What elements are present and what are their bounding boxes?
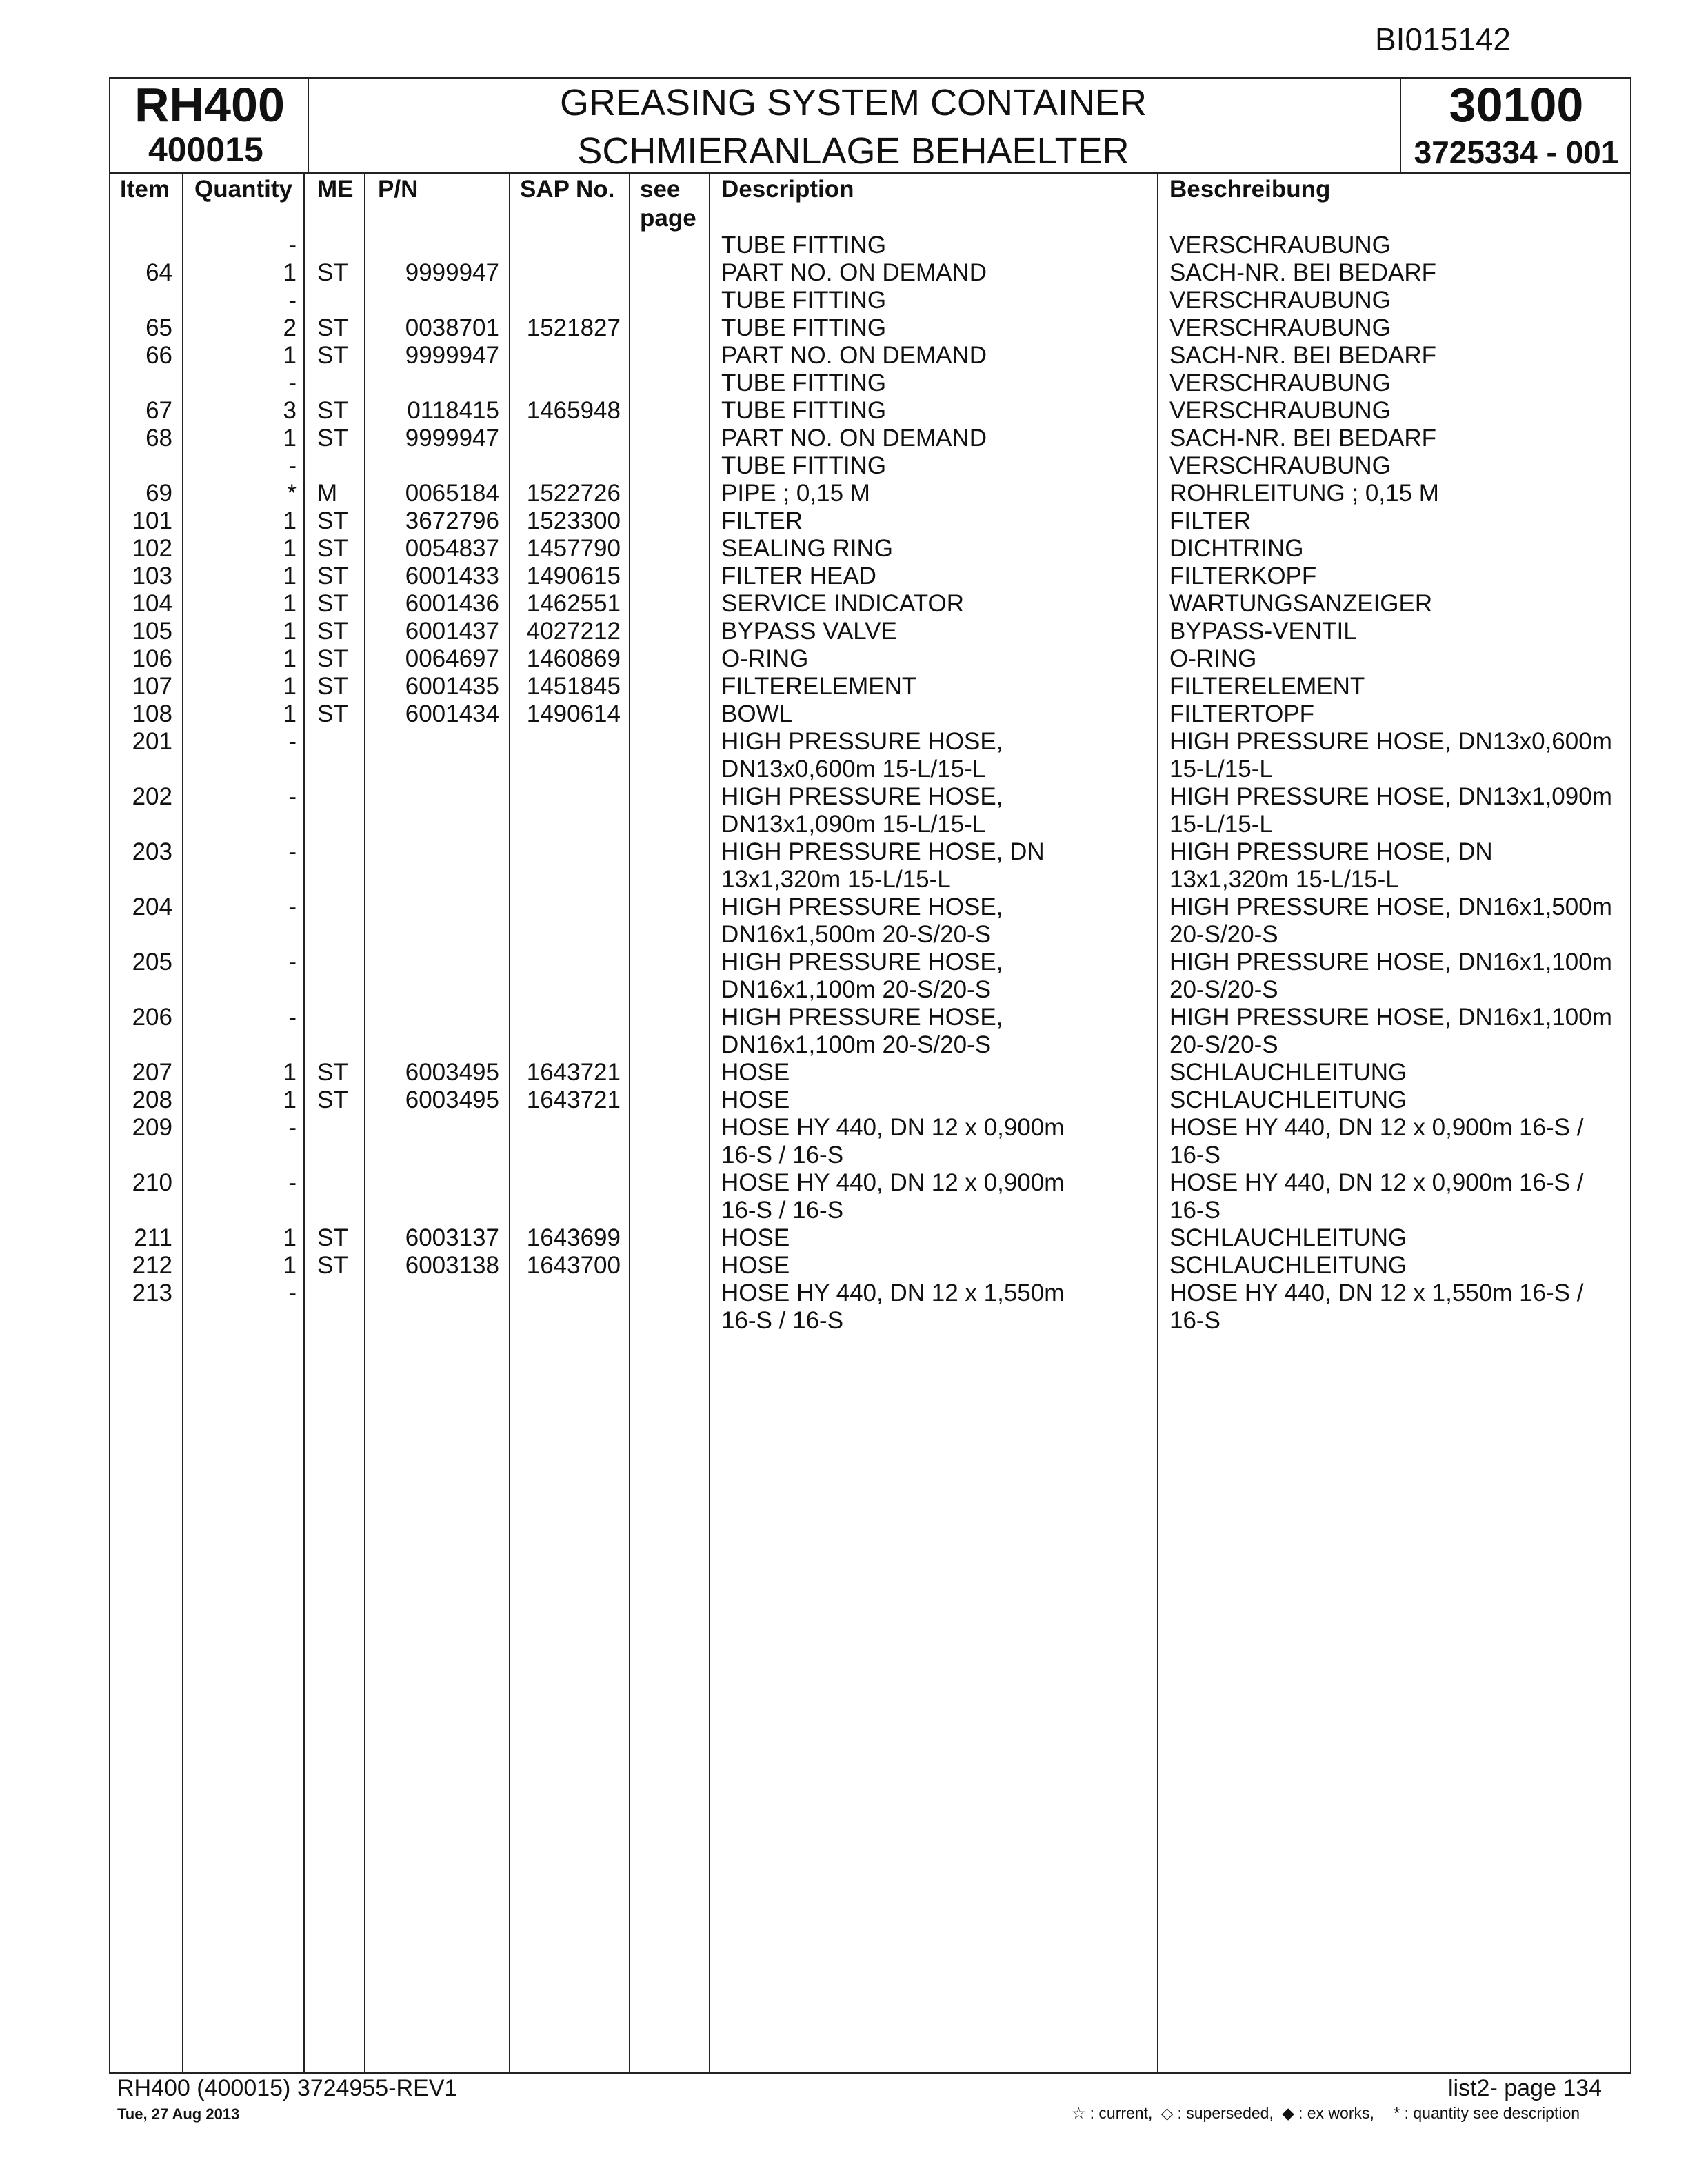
beschreibung-cell: SCHLAUCHLEITUNG (1169, 1059, 1407, 1086)
description-cell: BOWL (721, 700, 793, 727)
footer-document-ref: RH400 (400015) 3724955-REV1 (117, 2075, 458, 2101)
sap-cell: 1521827 (526, 314, 621, 341)
description-cell: DN13x1,090m 15-L/15-L (721, 811, 986, 838)
beschreibung-cell: 20-S/20-S (1169, 976, 1278, 1003)
beschreibung-cell: SACH-NR. BEI BEDARF (1169, 259, 1436, 286)
quantity-cell: 1 (283, 618, 297, 645)
description-cell: 16-S / 16-S (721, 1142, 844, 1169)
beschreibung-cell: HIGH PRESSURE HOSE, DN16x1,500m (1169, 893, 1612, 920)
beschreibung-cell: HIGH PRESSURE HOSE, DN13x1,090m (1169, 783, 1612, 810)
beschreibung-cell: VERSCHRAUBUNG (1169, 397, 1391, 424)
quantity-cell: 1 (283, 673, 297, 700)
sap-cell: 1643699 (526, 1224, 621, 1251)
me-cell: ST (317, 563, 348, 589)
beschreibung-cell: 20-S/20-S (1169, 1031, 1278, 1058)
beschreibung-cell: HIGH PRESSURE HOSE, DN16x1,100m (1169, 1004, 1612, 1031)
me-cell: M (317, 480, 338, 507)
item-cell: 107 (132, 673, 172, 700)
header-bottom-rule (109, 172, 1631, 174)
pn-cell: 6001433 (405, 563, 499, 589)
description-cell: SEALING RING (721, 535, 893, 562)
beschreibung-cell: 15-L/15-L (1169, 811, 1273, 838)
item-cell: 101 (132, 507, 172, 534)
item-cell: 209 (132, 1114, 172, 1141)
item-cell: 210 (132, 1169, 172, 1196)
me-cell: ST (317, 618, 348, 645)
quantity-cell: 1 (283, 1059, 297, 1086)
description-cell: HOSE (721, 1252, 790, 1279)
pn-cell: 0054837 (405, 535, 499, 562)
beschreibung-cell: FILTERTOPF (1169, 700, 1315, 727)
description-cell: PART NO. ON DEMAND (721, 425, 987, 452)
legend-superseded: : superseded, (1177, 2104, 1274, 2122)
col-header-beschreibung: Beschreibung (1169, 176, 1331, 203)
item-cell: 64 (145, 259, 172, 286)
sap-cell: 1457790 (526, 535, 621, 562)
me-cell: ST (317, 645, 348, 672)
item-cell: 205 (132, 949, 172, 975)
quantity-cell: 1 (283, 700, 297, 727)
col-header-quantity: Quantity (194, 176, 292, 203)
description-cell: HOSE HY 440, DN 12 x 0,900m (721, 1169, 1065, 1196)
legend-quantity: * : quantity see description (1394, 2104, 1580, 2122)
description-cell: FILTERELEMENT (721, 673, 917, 700)
description-cell: HOSE (721, 1059, 790, 1086)
quantity-cell: 3 (283, 397, 297, 424)
me-cell: ST (317, 507, 348, 534)
description-cell: DN16x1,100m 20-S/20-S (721, 976, 992, 1003)
item-cell: 206 (132, 1004, 172, 1031)
title-english: GREASING SYSTEM CONTAINER (559, 82, 1147, 123)
me-cell: ST (317, 259, 348, 286)
quantity-cell: - (288, 1114, 297, 1141)
diamond-outline-icon: ◇ (1160, 2104, 1174, 2122)
pn-cell: 6003137 (405, 1224, 499, 1251)
description-cell: HOSE (721, 1224, 790, 1251)
description-cell: HOSE HY 440, DN 12 x 0,900m (721, 1114, 1065, 1141)
item-cell: 104 (132, 590, 172, 617)
beschreibung-cell: HIGH PRESSURE HOSE, DN16x1,100m (1169, 949, 1612, 975)
beschreibung-cell: SCHLAUCHLEITUNG (1169, 1252, 1407, 1279)
pn-cell: 9999947 (405, 425, 499, 452)
description-cell: DN16x1,500m 20-S/20-S (721, 921, 992, 948)
description-cell: TUBE FITTING (721, 232, 887, 259)
quantity-cell: - (288, 1280, 297, 1306)
beschreibung-cell: SCHLAUCHLEITUNG (1169, 1224, 1407, 1251)
me-cell: ST (317, 590, 348, 617)
col-divider-see-page (709, 172, 710, 2074)
quantity-cell: - (288, 893, 297, 920)
description-cell: 16-S / 16-S (721, 1197, 844, 1224)
item-cell: 66 (145, 342, 172, 369)
sap-cell: 1451845 (526, 673, 621, 700)
quantity-cell: - (288, 838, 297, 865)
quantity-cell: 1 (283, 1086, 297, 1113)
footer-page-number: list2- page 134 (1448, 2075, 1602, 2101)
sap-cell: 1523300 (526, 507, 621, 534)
pn-cell: 0065184 (405, 480, 499, 507)
beschreibung-cell: HIGH PRESSURE HOSE, DN (1169, 838, 1493, 865)
pn-cell: 6003138 (405, 1252, 499, 1279)
item-cell: 67 (145, 397, 172, 424)
beschreibung-cell: SCHLAUCHLEITUNG (1169, 1086, 1407, 1113)
group-number: 30100 (1449, 78, 1584, 132)
item-cell: 105 (132, 618, 172, 645)
beschreibung-cell: VERSCHRAUBUNG (1169, 287, 1391, 314)
description-cell: FILTER HEAD (721, 563, 876, 589)
footer-legend (1067, 2104, 1580, 2123)
quantity-cell: - (288, 370, 297, 396)
description-cell: 13x1,320m 15-L/15-L (721, 866, 951, 893)
item-cell: 103 (132, 563, 172, 589)
beschreibung-cell: FILTER (1169, 507, 1251, 534)
quantity-cell: - (288, 728, 297, 755)
me-cell: ST (317, 342, 348, 369)
sap-cell: 1490614 (526, 700, 621, 727)
legend-current: : current, (1089, 2104, 1153, 2122)
item-cell: 69 (145, 480, 172, 507)
description-cell: PIPE ; 0,15 M (721, 480, 870, 507)
item-cell: 102 (132, 535, 172, 562)
col-divider-description (1157, 172, 1158, 2074)
sap-cell: 1462551 (526, 590, 621, 617)
description-cell: BYPASS VALVE (721, 618, 897, 645)
me-cell: ST (317, 700, 348, 727)
me-cell: ST (317, 535, 348, 562)
quantity-cell: 1 (283, 535, 297, 562)
beschreibung-cell: FILTERKOPF (1169, 563, 1317, 589)
legend-ex-works: : ex works, (1298, 2104, 1374, 2122)
col-divider-sap (629, 172, 630, 2074)
beschreibung-cell: VERSCHRAUBUNG (1169, 452, 1391, 479)
beschreibung-cell: HOSE HY 440, DN 12 x 1,550m 16-S / (1169, 1280, 1584, 1306)
description-cell: TUBE FITTING (721, 314, 887, 341)
item-cell: 213 (132, 1280, 172, 1306)
item-cell: 201 (132, 728, 172, 755)
beschreibung-cell: VERSCHRAUBUNG (1169, 232, 1391, 259)
beschreibung-cell: HIGH PRESSURE HOSE, DN13x0,600m (1169, 728, 1612, 755)
description-cell: HIGH PRESSURE HOSE, (721, 783, 1003, 810)
pn-cell: 6001437 (405, 618, 499, 645)
quantity-cell: 2 (283, 314, 297, 341)
description-cell: PART NO. ON DEMAND (721, 342, 987, 369)
pn-cell: 0118415 (407, 397, 499, 424)
sap-cell: 1643700 (526, 1252, 621, 1279)
me-cell: ST (317, 314, 348, 341)
description-cell: O-RING (721, 645, 809, 672)
pn-cell: 0038701 (405, 314, 499, 341)
pn-cell: 9999947 (405, 259, 499, 286)
quantity-cell: 1 (283, 342, 297, 369)
beschreibung-cell: HOSE HY 440, DN 12 x 0,900m 16-S / (1169, 1114, 1584, 1141)
me-cell: ST (317, 1086, 348, 1113)
item-cell: 108 (132, 700, 172, 727)
beschreibung-cell: HOSE HY 440, DN 12 x 0,900m 16-S / (1169, 1169, 1584, 1196)
beschreibung-cell: 16-S (1169, 1142, 1220, 1169)
beschreibung-cell: VERSCHRAUBUNG (1169, 370, 1391, 396)
item-cell: 208 (132, 1086, 172, 1113)
quantity-cell: - (288, 1004, 297, 1031)
quantity-cell: - (288, 452, 297, 479)
model-name: RH400 (134, 78, 285, 132)
beschreibung-cell: 16-S (1169, 1197, 1220, 1224)
quantity-cell: 1 (283, 590, 297, 617)
footer-date: Tue, 27 Aug 2013 (117, 2105, 240, 2123)
col-header-see: see (640, 176, 681, 203)
col-divider-quantity (303, 172, 305, 2074)
document-reference: 3725334 - 001 (1414, 134, 1619, 170)
item-cell: 212 (132, 1252, 172, 1279)
col-header-page: page (640, 205, 696, 232)
beschreibung-cell: DICHTRING (1169, 535, 1304, 562)
col-divider-me (364, 172, 365, 2074)
description-cell: HIGH PRESSURE HOSE, (721, 893, 1003, 920)
description-cell: TUBE FITTING (721, 370, 887, 396)
description-cell: HIGH PRESSURE HOSE, DN (721, 838, 1045, 865)
quantity-cell: 1 (283, 425, 297, 452)
quantity-cell: 1 (283, 259, 297, 286)
quantity-cell: - (288, 949, 297, 975)
item-cell: 68 (145, 425, 172, 452)
quantity-cell: 1 (283, 507, 297, 534)
pn-cell: 3672796 (405, 507, 499, 534)
item-cell: 203 (132, 838, 172, 865)
description-cell: PART NO. ON DEMAND (721, 259, 987, 286)
pn-cell: 6001434 (405, 700, 499, 727)
description-cell: 16-S / 16-S (721, 1307, 844, 1334)
sap-cell: 1490615 (526, 563, 621, 589)
col-header-item: Item (120, 176, 170, 203)
item-cell: 211 (134, 1224, 172, 1251)
me-cell: ST (317, 425, 348, 452)
me-cell: ST (317, 1252, 348, 1279)
description-cell: TUBE FITTING (721, 287, 887, 314)
quantity-cell: - (288, 783, 297, 810)
header-divider-left (308, 77, 309, 174)
description-cell: TUBE FITTING (721, 397, 887, 424)
beschreibung-cell: SACH-NR. BEI BEDARF (1169, 425, 1436, 452)
beschreibung-cell: 20-S/20-S (1169, 921, 1278, 948)
description-cell: DN16x1,100m 20-S/20-S (721, 1031, 992, 1058)
col-header-pn: P/N (378, 176, 419, 203)
item-cell: 207 (132, 1059, 172, 1086)
model-number: 400015 (148, 130, 263, 169)
description-cell: FILTER (721, 507, 803, 534)
sap-cell: 1643721 (526, 1086, 621, 1113)
description-cell: HOSE (721, 1086, 790, 1113)
quantity-cell: 1 (283, 1224, 297, 1251)
beschreibung-cell: WARTUNGSANZEIGER (1169, 590, 1433, 617)
star-icon: ☆ (1072, 2104, 1086, 2122)
beschreibung-cell: 16-S (1169, 1307, 1220, 1334)
col-divider-item (182, 172, 183, 2074)
beschreibung-cell: ROHRLEITUNG ; 0,15 M (1169, 480, 1439, 507)
beschreibung-cell: FILTERELEMENT (1169, 673, 1365, 700)
pn-cell: 6003495 (405, 1086, 499, 1113)
sap-cell: 1465948 (526, 397, 621, 424)
diamond-filled-icon: ◆ (1282, 2104, 1294, 2122)
quantity-cell: 1 (283, 645, 297, 672)
item-cell: 65 (145, 314, 172, 341)
description-cell: DN13x0,600m 15-L/15-L (721, 756, 986, 782)
description-cell: TUBE FITTING (721, 452, 887, 479)
description-cell: HIGH PRESSURE HOSE, (721, 949, 1003, 975)
me-cell: ST (317, 673, 348, 700)
description-cell: HIGH PRESSURE HOSE, (721, 728, 1003, 755)
beschreibung-cell: 13x1,320m 15-L/15-L (1169, 866, 1399, 893)
beschreibung-cell: VERSCHRAUBUNG (1169, 314, 1391, 341)
me-cell: ST (317, 1059, 348, 1086)
pn-cell: 0064697 (405, 645, 499, 672)
quantity-cell: * (287, 480, 297, 507)
pn-cell: 6001435 (405, 673, 499, 700)
col-header-sap: SAP No. (520, 176, 615, 203)
sap-cell: 1522726 (526, 480, 621, 507)
sap-cell: 1643721 (526, 1059, 621, 1086)
quantity-cell: - (288, 1169, 297, 1196)
item-cell: 106 (132, 645, 172, 672)
quantity-cell: 1 (283, 1252, 297, 1279)
pn-cell: 6001436 (405, 590, 499, 617)
quantity-cell: - (288, 232, 297, 259)
quantity-cell: - (288, 287, 297, 314)
quantity-cell: 1 (283, 563, 297, 589)
pn-cell: 9999947 (405, 342, 499, 369)
beschreibung-cell: 15-L/15-L (1169, 756, 1273, 782)
description-cell: HIGH PRESSURE HOSE, (721, 1004, 1003, 1031)
me-cell: ST (317, 397, 348, 424)
pn-cell: 6003495 (405, 1059, 499, 1086)
item-cell: 204 (132, 893, 172, 920)
col-divider-pn (509, 172, 510, 2074)
sap-cell: 4027212 (526, 618, 621, 645)
title-german: SCHMIERANLAGE BEHAELTER (577, 130, 1129, 172)
col-header-me: ME (317, 176, 354, 203)
description-cell: HOSE HY 440, DN 12 x 1,550m (721, 1280, 1065, 1306)
description-cell: SERVICE INDICATOR (721, 590, 965, 617)
sap-cell: 1460869 (526, 645, 621, 672)
beschreibung-cell: BYPASS-VENTIL (1169, 618, 1357, 645)
col-header-description: Description (721, 176, 854, 203)
document-id: BI015142 (1375, 21, 1511, 57)
beschreibung-cell: SACH-NR. BEI BEDARF (1169, 342, 1436, 369)
item-cell: 202 (132, 783, 172, 810)
me-cell: ST (317, 1224, 348, 1251)
beschreibung-cell: O-RING (1169, 645, 1257, 672)
